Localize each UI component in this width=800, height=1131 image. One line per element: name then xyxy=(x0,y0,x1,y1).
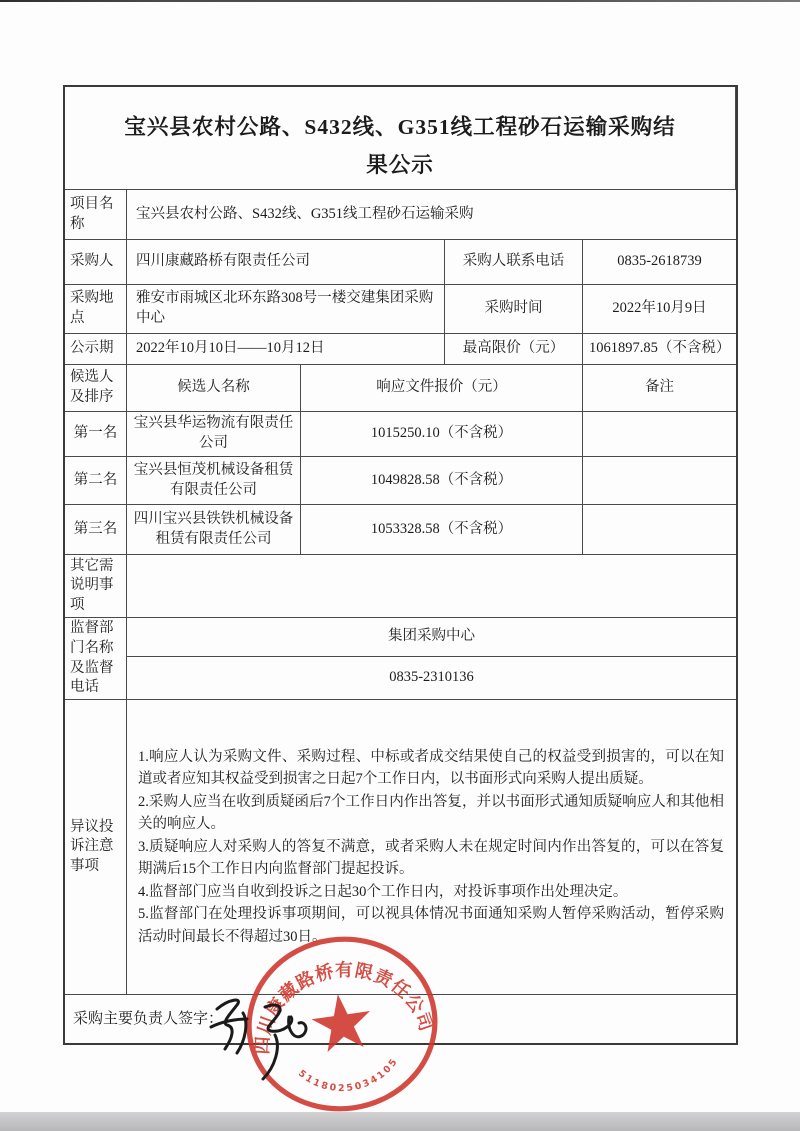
project-name-label: 项目名称 xyxy=(65,190,127,240)
procurement-result-table xyxy=(63,85,738,1045)
procurement-time-value: 2022年10月9日 xyxy=(583,285,736,334)
objection-item: 3.质疑响应人对采购人的答复不满意，或者采购人未在规定时间内作出答复的，可以在答复期满后15个工作日内向监督部门提起投诉。 xyxy=(138,838,724,878)
purchaser-phone-label: 采购人联系电话 xyxy=(445,240,583,285)
publicity-period-label: 公示期 xyxy=(65,334,127,365)
objection-item: 5.监督部门在处理投诉事项期间，可以视具体情况书面通知采购人暂停采购活动，暂停采购活动时间最长不得超过30日。 xyxy=(138,906,724,945)
supervision-phone-value: 0835-2310136 xyxy=(127,657,736,700)
seal-company-name: 四川康藏路桥有限责任公司 xyxy=(251,959,437,1055)
candidate-rank: 第三名 xyxy=(65,505,127,555)
procurement-location-value: 雅安市雨城区北环东路308号一楼交建集团采购中心 xyxy=(127,285,445,334)
objection-item: 2.采购人应当在收到质疑函后7个工作日内作出答复，并以书面形式通知质疑响应人和其他相关的响应人。 xyxy=(138,793,724,833)
candidate-remark xyxy=(583,505,736,555)
project-name-value: 宝兴县农村公路、S432线、G351线工程砂石运输采购 xyxy=(127,190,736,240)
handwritten-signature xyxy=(203,983,343,1093)
other-notes-label: 其它需说明事项 xyxy=(65,555,127,618)
candidate-remark xyxy=(583,412,736,457)
candidates-header-remark: 备注 xyxy=(583,365,736,412)
document-title: 宝兴县农村公路、S432线、G351线工程砂石运输采购结果公示 xyxy=(65,87,736,190)
scan-artifact-top-edge xyxy=(0,0,800,2)
candidate-rank: 第二名 xyxy=(65,457,127,505)
objection-item: 4.监督部门应当自收到投诉之日起30个工作日内，对投诉事项作出处理决定。 xyxy=(138,883,628,900)
scan-artifact-bottom-edge xyxy=(0,1112,800,1131)
seal-registration-number: 5118025034105 xyxy=(295,1055,401,1095)
objection-item: 1.响应人认为采购文件、采购过程、中标或者成交结果使自己的权益受到损害的，可以在知道或者应知其权益受到损害之日起7个工作日内，以书面形式向采购人提出质疑。 xyxy=(138,748,724,788)
candidate-name: 四川宝兴县铁铁机械设备租赁有限责任公司 xyxy=(127,505,301,555)
candidate-name: 宝兴县华运物流有限责任公司 xyxy=(127,412,301,457)
procurement-time-label: 采购时间 xyxy=(445,285,583,334)
candidates-header-rank: 候选人及排序 xyxy=(65,365,127,412)
supervision-label: 监督部门名称及监督电话 xyxy=(65,618,127,700)
candidate-price: 1049828.58（不含税） xyxy=(301,457,583,505)
purchaser-label: 采购人 xyxy=(65,240,127,285)
signer-label: 采购主要负责人签字： xyxy=(73,1010,224,1027)
purchaser-phone-value: 0835-2618739 xyxy=(583,240,736,285)
candidate-rank: 第一名 xyxy=(65,412,127,457)
procurement-location-label: 采购地点 xyxy=(65,285,127,334)
purchaser-value: 四川康藏路桥有限责任公司 xyxy=(127,240,445,285)
max-price-value: 1061897.85（不含税） xyxy=(583,334,736,365)
candidate-price: 1053328.58（不含税） xyxy=(301,505,583,555)
candidate-price: 1015250.10（不含税） xyxy=(301,412,583,457)
publicity-period-value: 2022年10月10日——10月12日 xyxy=(127,334,445,365)
max-price-label: 最高限价（元） xyxy=(445,334,583,365)
candidates-header-price: 响应文件报价（元） xyxy=(301,365,583,412)
objection-notice-label: 异议投诉注意事项 xyxy=(65,700,127,995)
other-notes-value xyxy=(127,555,736,618)
candidate-name: 宝兴县恒茂机械设备租赁有限责任公司 xyxy=(127,457,301,505)
candidate-remark xyxy=(583,457,736,505)
supervision-dept-value: 集团采购中心 xyxy=(127,618,736,657)
candidates-header-name: 候选人名称 xyxy=(127,365,301,412)
